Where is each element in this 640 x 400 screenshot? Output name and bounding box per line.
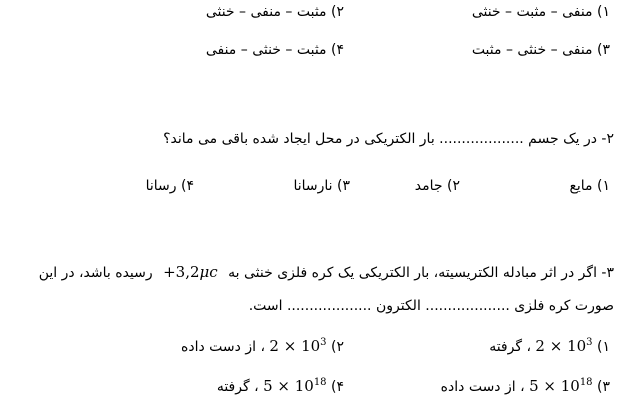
q2-option-3: ۳) نارسانا — [293, 178, 350, 194]
q1-option-4: ۴) مثبت – خنثی – منفی — [205, 42, 344, 58]
q3-option-2-text: ، از دست داده — [181, 339, 265, 355]
q3-question-line-2: صورت کره فلزی ................... الکترون ................... است. — [248, 298, 614, 314]
q3-option-4-number: ۴) — [331, 379, 344, 395]
q2-option-4: ۴) رسانا — [145, 178, 194, 194]
q3-option-4 — [217, 376, 344, 397]
q3-question-line-1 — [39, 262, 614, 283]
q3-option-3-text: ، از دست داده — [440, 379, 525, 395]
q3-option-1-base: 2 × 10 — [535, 337, 587, 355]
q3-option-2 — [181, 336, 344, 357]
q3-option-2-exponent: 3 — [320, 337, 327, 348]
q3-option-1-value — [535, 336, 592, 356]
q1-option-3: ۳) منفی – خنثی – مثبت — [471, 42, 610, 58]
q3-option-3-number: ۳) — [597, 379, 610, 395]
q3-option-2-value — [269, 336, 326, 356]
q2-option-1: ۱) مایع — [569, 178, 610, 194]
q3-option-2-base: 2 × 10 — [269, 337, 321, 355]
q1-option-1: ۱) منفی – مثبت – خنثی — [471, 4, 610, 20]
q3-option-2-number: ۲) — [331, 339, 344, 355]
q3-option-4-exponent: 18 — [313, 377, 327, 388]
q3-option-3-value — [529, 376, 592, 396]
q3-charge-unit: μc — [199, 263, 218, 281]
q3-option-1-exponent: 3 — [586, 337, 593, 348]
q3-option-1 — [489, 336, 610, 357]
q3-option-3 — [441, 376, 610, 397]
q3-option-1-number: ۱) — [597, 339, 610, 355]
q3-option-4-value — [263, 376, 326, 396]
q3-option-4-text: ، گرفته — [216, 379, 259, 395]
q3-question-text-end: رسیده باشد، در این — [38, 265, 153, 281]
q3-option-3-base: 5 × 10 — [529, 377, 580, 395]
q3-charge — [163, 262, 218, 282]
q2-question: ۲- در یک جسم ................... بار الکتریکی در محل ایجاد شده باقی می ماند؟ — [163, 131, 614, 147]
q2-option-2: ۲) جامد — [414, 178, 460, 194]
q3-question-text: ۳- اگر در اثر مبادله الکتریسیته، بار الکتریکی یک کره فلزی خنثی به — [228, 265, 614, 281]
q3-option-1-text: ، گرفته — [489, 339, 531, 355]
q3-option-4-base: 5 × 10 — [263, 377, 314, 395]
q1-option-2: ۲) مثبت – منفی – خنثی — [205, 4, 344, 20]
q3-charge-value: +3,2 — [163, 263, 200, 281]
q3-option-3-exponent: 18 — [579, 377, 593, 388]
